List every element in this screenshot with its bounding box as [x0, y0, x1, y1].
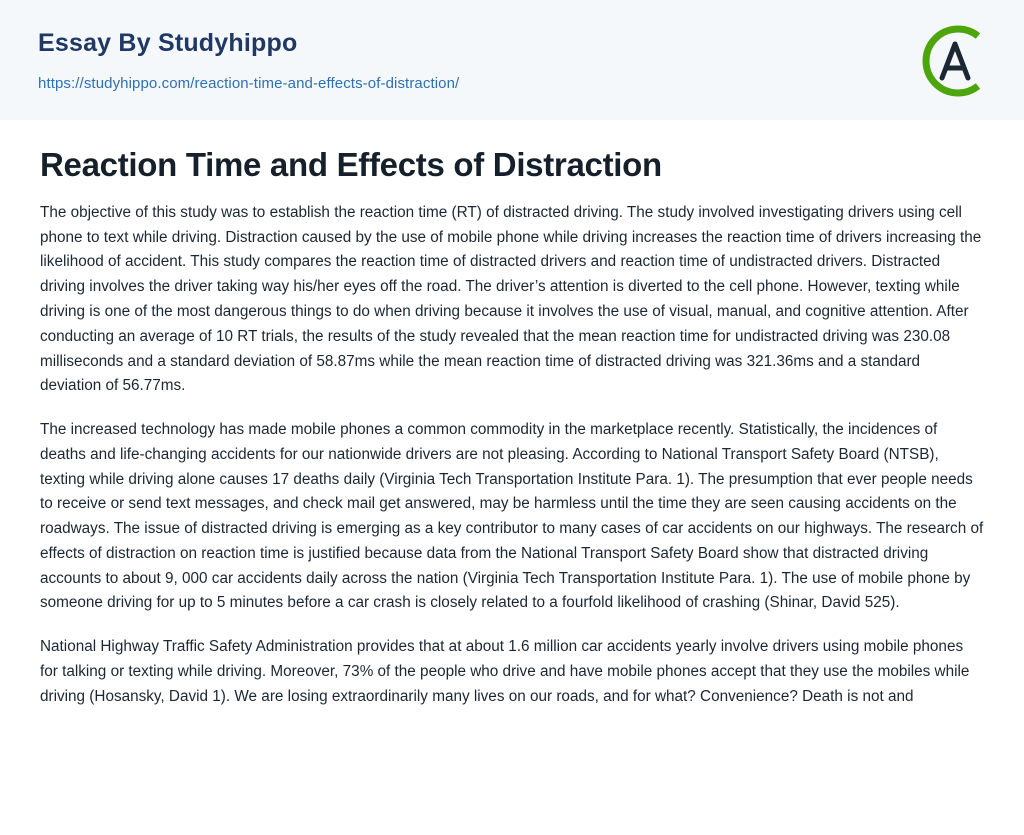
brand-title: Essay By Studyhippo: [38, 29, 298, 57]
page-title: Reaction Time and Effects of Distraction: [40, 146, 662, 183]
circle-a-logo-icon: [916, 22, 994, 100]
paragraph: The objective of this study was to establish the reaction time (RT) of distracted driving. The study involved investigating drivers using cell phone to text while driving. Distraction caused by the use of mobile phone while driving increases the reaction time of drivers increasing the likelihood of accident. This study compares the reaction time of distracted drivers and reaction time of undistracted drivers. Distracted driving involves the driver taking way his/her eyes off the road. The driver’s attention is diverted to the cell phone. However, texting while driving is one of the most dangerous things to do when driving because it involves the use of visual, manual, and cognitive attention. After conducting an average of 10 RT trials, the results of the study revealed that the mean reaction time for undistracted driving was 230.08 milliseconds and a standard deviation of 58.87ms while the mean reaction time of distracted driving was 321.36ms and a standard deviation of 56.77ms.: [40, 203, 982, 395]
page-header: [0, 0, 1024, 120]
document-content: [0, 120, 1024, 709]
source-url[interactable]: https://studyhippo.com/reaction-time-and-effects-of-distraction/: [38, 74, 460, 92]
paragraph: National Highway Traffic Safety Administration provides that at about 1.6 million car accidents yearly involve drivers using mobile phones for talking or texting while driving. Moreover, 73% of the people who drive and have mobile phones accept that they use the mobiles while driving (Hosansky, David 1). We are losing extraordinarily many lives on our roads, and for what? Convenience? Death is not and: [40, 638, 970, 705]
paragraph: The increased technology has made mobile phones a common commodity in the marketplace recently. Statistically, the incidences of deaths and life-changing accidents for our nationwide drivers are not pleasing. According to National Transport Safety Board (NTSB), texting while driving alone causes 17 deaths daily (Virginia Tech Transportation Institute Para. 1). The presumption that ever people needs to receive or send text messages, and check mail get answered, may be harmless until the time they are seen causing accidents on the roadways. The issue of distracted driving is emerging as a key contributor to many cases of car accidents on our highways. The research of effects of distraction on reaction time is justified because data from the National Transport Safety Board show that distracted driving accounts to about 9, 000 car accidents daily across the nation (Virginia Tech Transportation Institute Para. 1). The use of mobile phone by someone driving for up to 5 minutes before a car crash is closely related to a fourfold likelihood of crashing (Shinar, David 525).: [40, 421, 984, 612]
